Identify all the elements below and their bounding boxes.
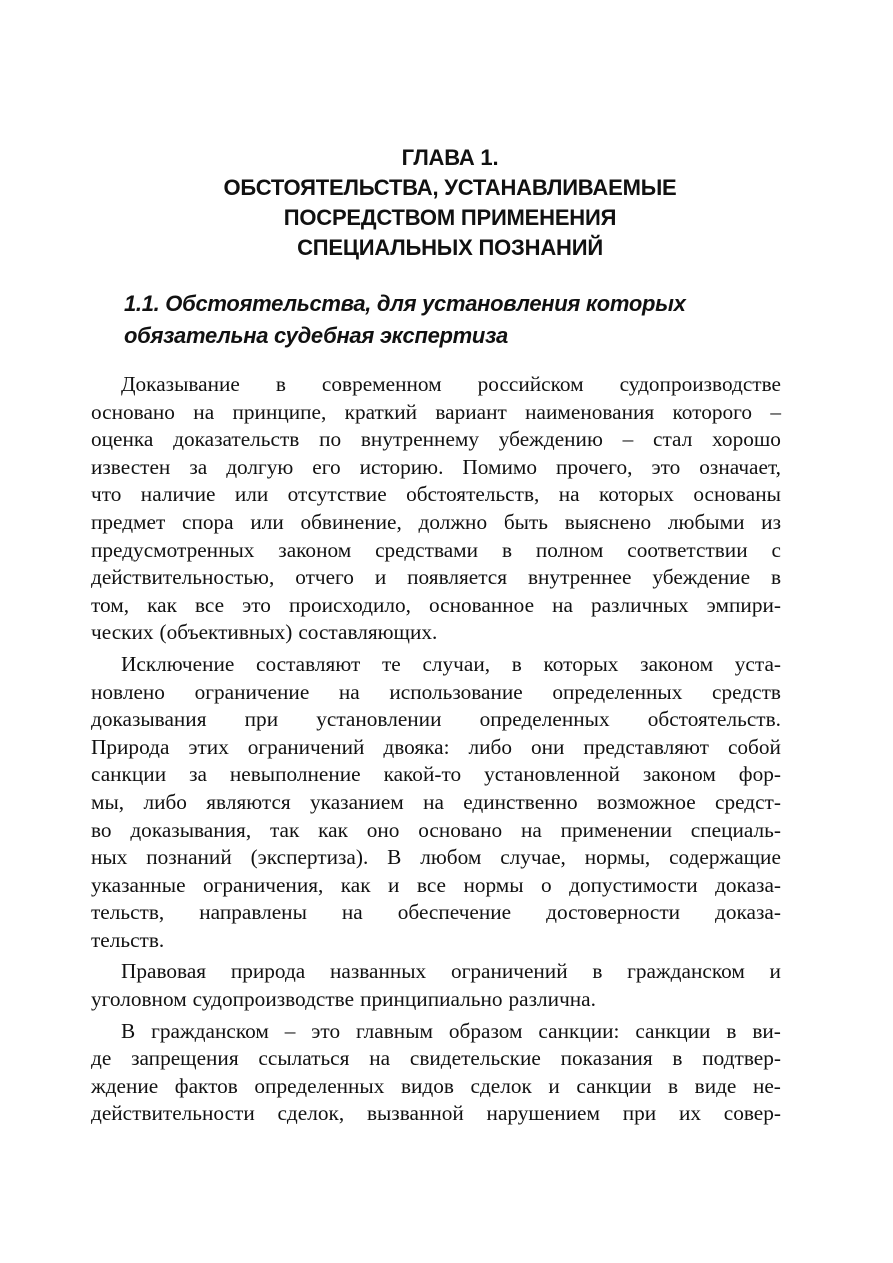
text-line: мы, либо являются указанием на единственно возможное средст-: [91, 789, 781, 814]
text-line: том, как все это происходило, основанное на различных эмпири-: [91, 592, 781, 617]
section-title-line: 1.1. Обстоятельства, для установления которых: [124, 291, 686, 316]
text-line: В гражданском – это главным образом санкции: санкции в ви-: [121, 1018, 781, 1043]
text-line: известен за долгую его историю. Помимо прочего, это означает,: [91, 454, 781, 479]
text-line: действительностью, отчего и появляется внутреннее убеждение в: [91, 565, 781, 590]
body-text: [91, 371, 781, 1132]
text-line: оценка доказательств по внутреннему убеждению – стал хорошо: [91, 427, 781, 452]
text-line: что наличие или отсутствие обстоятельств, на которых основаны: [91, 482, 781, 507]
text-line: Правовая природа названных ограничений в гражданском и: [121, 959, 781, 984]
text-line: Природа этих ограничений двояка: либо они представляют собой: [91, 734, 781, 759]
text-line: указанные ограничения, как и все нормы о допустимости доказа-: [91, 872, 781, 897]
paragraph: [91, 1018, 781, 1128]
text-line: тельств.: [91, 927, 165, 952]
text-line: санкции за невыполнение какой-то установленной законом фор-: [91, 762, 781, 787]
text-line: уголовном судопроизводстве принципиально различна.: [91, 987, 596, 1012]
text-line: тельств, направлены на обеспечение достоверности доказа-: [91, 900, 781, 925]
text-line: новлено ограничение на использование определенных средств: [91, 679, 781, 704]
paragraph: [91, 371, 781, 647]
text-line: основано на принципе, краткий вариант наименования которого –: [91, 399, 781, 424]
section-heading: [124, 288, 784, 352]
chapter-title-line: ПОСРЕДСТВОМ ПРИМЕНЕНИЯ: [283, 205, 617, 230]
text-line: Исключение составляют те случаи, в которых законом уста-: [121, 651, 781, 676]
paragraph: [91, 958, 781, 1013]
text-line: ждение фактов определенных видов сделок и санкции в виде не-: [91, 1073, 781, 1098]
paragraph: [91, 651, 781, 955]
text-line: ных познаний (экспертиза). В любом случае, нормы, содержащие: [91, 845, 781, 870]
section-title-line: обязательна судебная экспертиза: [124, 323, 508, 348]
chapter-title-line: ОБСТОЯТЕЛЬСТВА, УСТАНАВЛИВАЕМЫЕ: [223, 175, 677, 200]
text-line: во доказывания, так как оно основано на применении специаль-: [91, 817, 781, 842]
text-line: де запрещения ссылаться на свидетельские показания в подтвер-: [91, 1046, 781, 1071]
chapter-number: ГЛАВА 1.: [401, 145, 499, 170]
text-line: доказывания при установлении определенных обстоятельств.: [91, 707, 781, 732]
text-line: Доказывание в современном российском судопроизводстве: [121, 372, 781, 396]
text-line: предмет спора или обвинение, должно быть выяснено любыми из: [91, 509, 781, 534]
chapter-title-line: СПЕЦИАЛЬНЫХ ПОЗНАНИЙ: [297, 235, 603, 260]
text-line: предусмотренных законом средствами в полном соответствии с: [91, 537, 781, 562]
chapter-heading: [120, 143, 780, 263]
text-line: ческих (объективных) составляющих.: [91, 620, 438, 645]
text-line: действительности сделок, вызванной нарушением при их совер-: [91, 1101, 781, 1126]
